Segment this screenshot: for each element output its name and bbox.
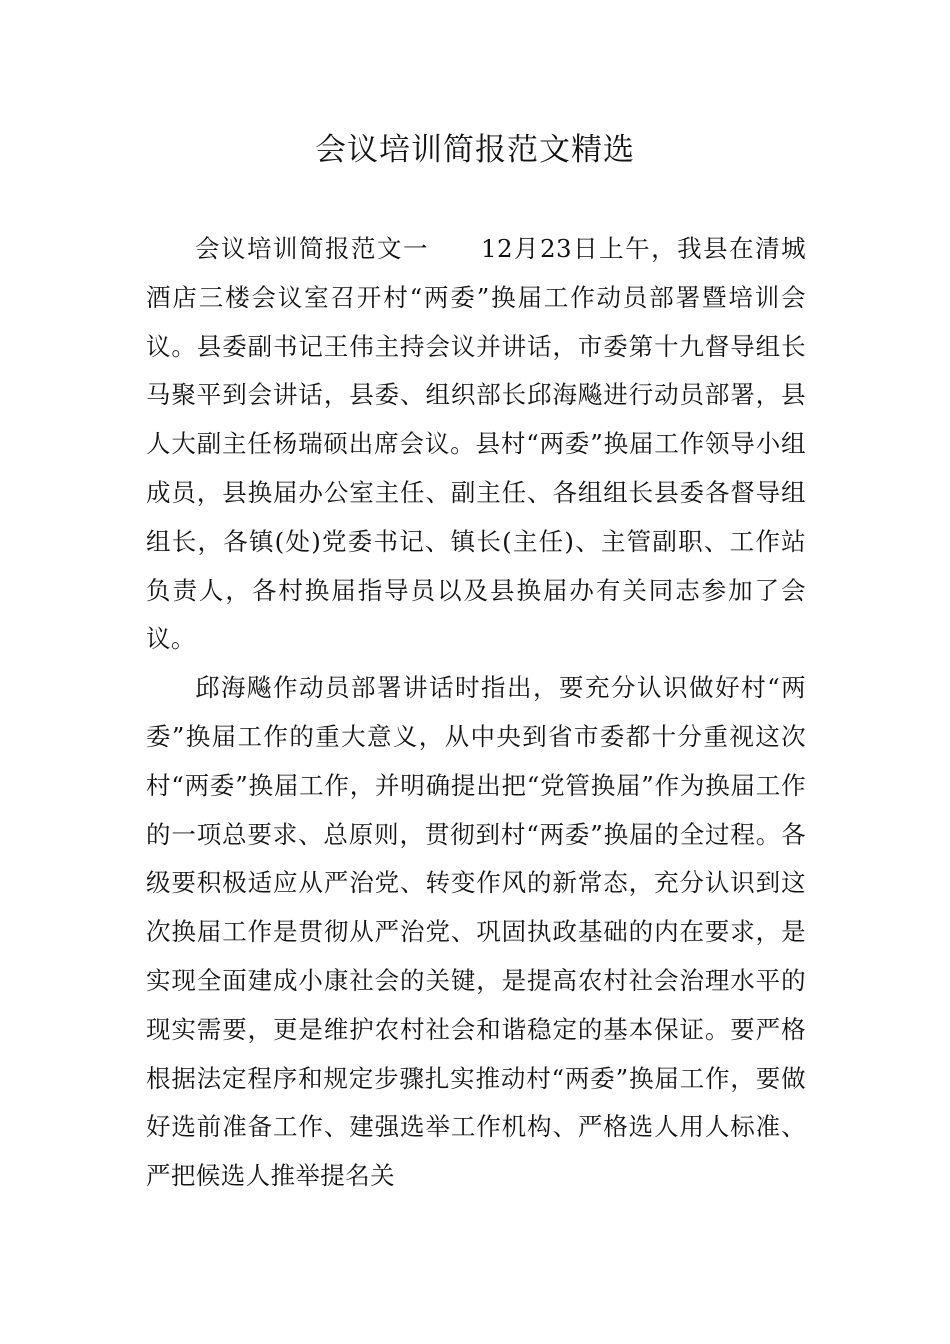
paragraph-2-text: 邱海飚作动员部署讲话时指出，要充分认识做好村“两委”换届工作的重大意义，从中央到省市委都十分重视这次村“两委”换届工作，并明确提出把“党管换届”作为换届工作的一项总要求、总原则，贯彻到村“两委”换届的全过程。各级要积极适应从严治党、转变作风的新常态，充分认识到这次换届工作是贯彻从严治党、巩固执政基础的内在要求，是实现全面建成小康社会的关键，是提高农村社会治理水平的现实需要，更是维护农村社会和谐稳定的基本保证。要严格根据法定程序和规定步骤扎实推动村“两委”换届工作，要做好选前准备工作、建强选举工作机构、严格选人用人标准、严把候选人推举提名关 <box>146 673 806 1191</box>
paragraph-2 <box>146 664 806 1201</box>
document-body <box>146 225 806 1201</box>
paragraph-1-lead: 会议培训简报范文一 <box>195 234 429 263</box>
document-title: 会议培训简报范文精选 <box>315 132 635 168</box>
paragraph-1-text: 12月23日上午，我县在清城酒店三楼会议室召开村“两委”换届工作动员部署暨培训会议。县委副书记王伟主持会议并讲话，市委第十九督导组长马聚平到会讲话，县委、组织部长邱海飚进行动员部署，县人大副主任杨瑞硕出席会议。县村“两委”换届工作领导小组成员，县换届办公室主任、副主任、各组组长县委各督导组组长，各镇(处)党委书记、镇长(主任)、主管副职、工作站负责人，各村换届指导员以及县换届办有关同志参加了会议。 <box>146 234 806 654</box>
paragraph-1 <box>146 225 806 664</box>
